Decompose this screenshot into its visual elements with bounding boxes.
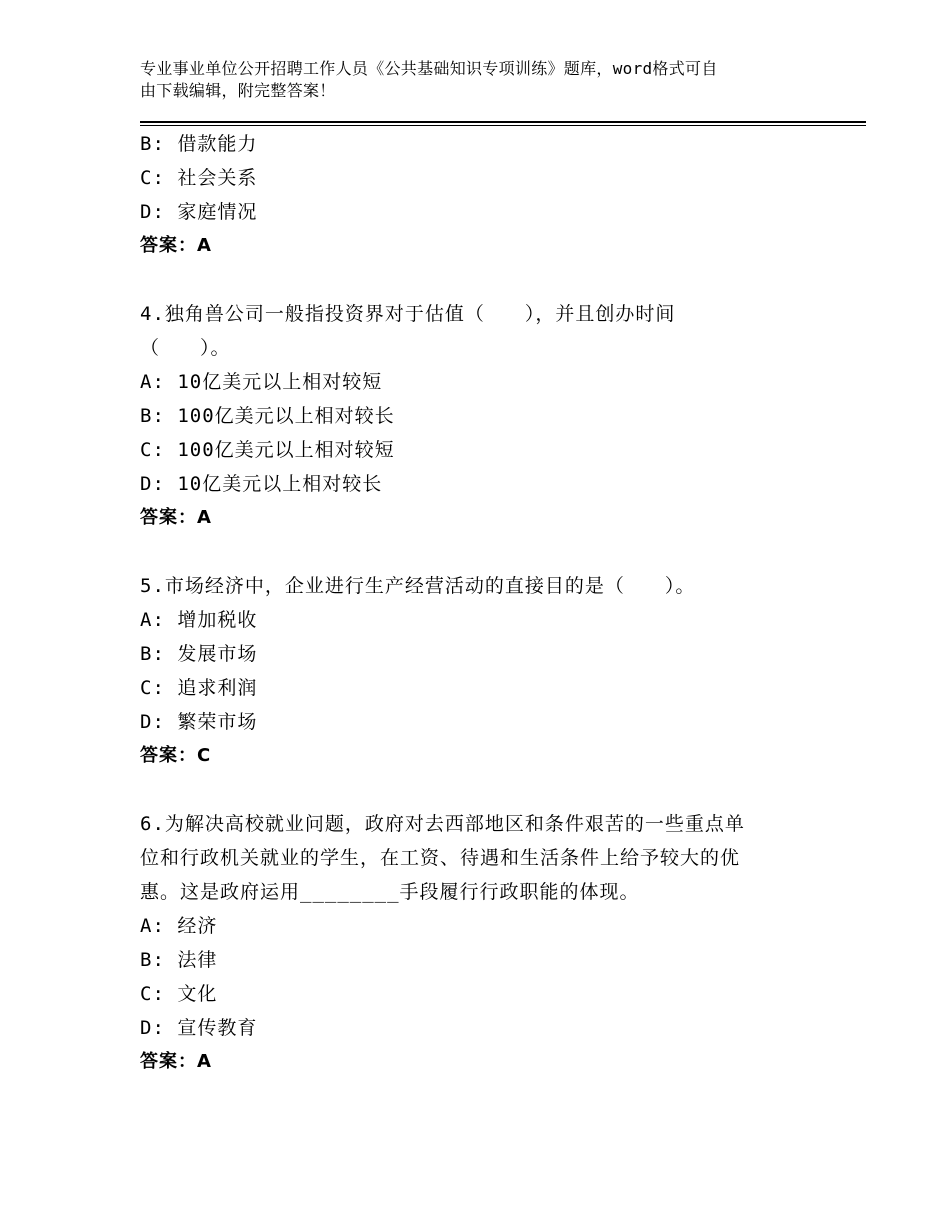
answer: 答案：A <box>140 235 212 256</box>
answer: 答案：A <box>140 507 212 528</box>
question-stem: 4.独角兽公司一般指投资界对于估值（ ），并且创办时间 <box>140 303 676 325</box>
question-list <box>140 127 820 1079</box>
option-c: C: 100亿美元以上相对较短 <box>140 439 395 461</box>
question-stem-cont: 惠。这是政府运用________手段履行行政职能的体现。 <box>140 881 640 903</box>
option-a: A: 经济 <box>140 915 218 937</box>
option-b: B: 100亿美元以上相对较长 <box>140 405 395 427</box>
spacer <box>140 535 820 569</box>
question-stem-cont: 位和行政机关就业的学生，在工资、待遇和生活条件上给予较大的优 <box>140 847 741 869</box>
option-d: D: 宣传教育 <box>140 1017 258 1039</box>
answer: 答案：A <box>140 1051 212 1072</box>
header-line-2: 由下载编辑，附完整答案！ <box>140 81 336 100</box>
option-a: A: 增加税收 <box>140 609 258 631</box>
option-b: B: 发展市场 <box>140 643 258 665</box>
option-b: B: 借款能力 <box>140 133 258 155</box>
option-a: A: 10亿美元以上相对较短 <box>140 371 383 393</box>
header-rule-thin <box>140 125 866 126</box>
option-d: D: 繁荣市场 <box>140 711 258 733</box>
header-rule-thick <box>140 121 866 123</box>
option-c: C: 文化 <box>140 983 218 1005</box>
option-d: D: 家庭情况 <box>140 201 258 223</box>
header-line-1: 专业事业单位公开招聘工作人员《公共基础知识专项训练》题库，word格式可自 <box>140 59 718 78</box>
page-header <box>140 58 800 102</box>
option-c: C: 社会关系 <box>140 167 258 189</box>
spacer <box>140 773 820 807</box>
question-3-continued <box>140 127 820 263</box>
question-stem: 6.为解决高校就业问题，政府对去西部地区和条件艰苦的一些重点单 <box>140 813 745 835</box>
option-d: D: 10亿美元以上相对较长 <box>140 473 383 495</box>
question-6 <box>140 807 820 1079</box>
option-c: C: 追求利润 <box>140 677 258 699</box>
answer: 答案：C <box>140 745 212 766</box>
question-stem-cont: （ ）。 <box>140 337 231 359</box>
spacer <box>140 263 820 297</box>
question-stem: 5.市场经济中，企业进行生产经营活动的直接目的是（ ）。 <box>140 575 696 597</box>
question-4 <box>140 297 820 535</box>
question-5 <box>140 569 820 773</box>
option-b: B: 法律 <box>140 949 218 971</box>
